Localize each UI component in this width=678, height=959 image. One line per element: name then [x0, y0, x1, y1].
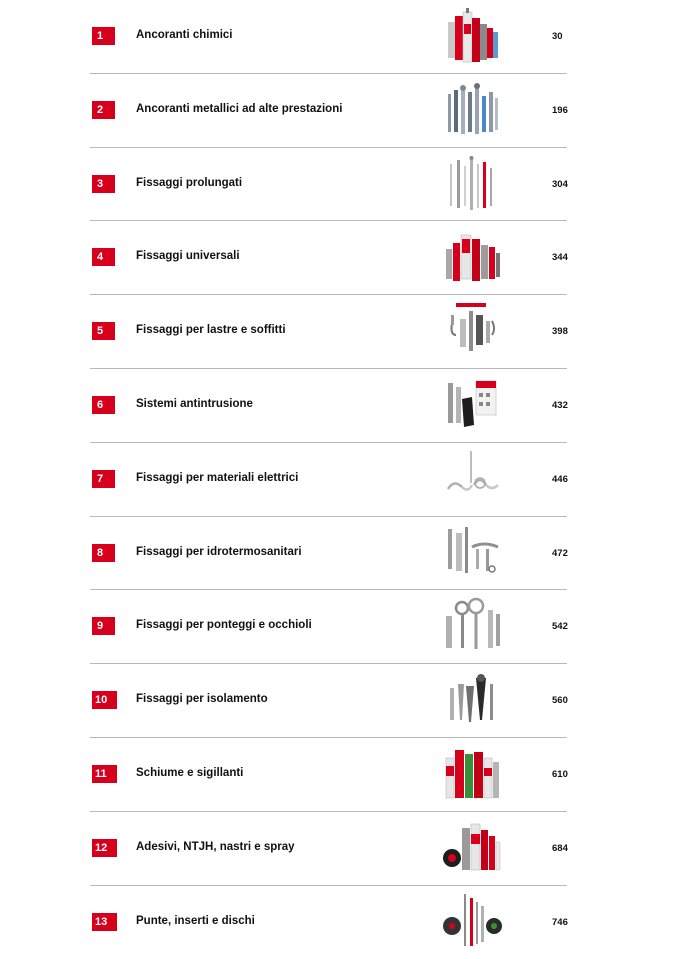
drills-discs-image	[440, 892, 504, 952]
table-of-contents	[90, 0, 567, 959]
toc-row[interactable]	[90, 812, 567, 886]
page-number: 746	[552, 916, 568, 928]
foams-sealants-image	[440, 744, 504, 804]
metal-anchors-image	[440, 80, 504, 140]
toc-row[interactable]	[90, 221, 567, 295]
chapter-title[interactable]: Sistemi antintrusione	[136, 397, 253, 410]
scaffold-eyebolts-image	[440, 596, 504, 656]
toc-row[interactable]	[90, 590, 567, 664]
adhesives-tapes-image	[440, 818, 504, 878]
page-number: 196	[552, 104, 568, 116]
toc-row[interactable]	[90, 517, 567, 591]
chapter-title[interactable]: Fissaggi universali	[136, 250, 240, 263]
page-number: 610	[552, 768, 568, 780]
toc-row[interactable]	[90, 295, 567, 369]
page-number: 472	[552, 547, 568, 559]
long-fixings-image	[440, 154, 504, 214]
chapter-title[interactable]: Fissaggi per lastre e soffitti	[136, 324, 286, 337]
toc-row[interactable]	[90, 74, 567, 148]
chapter-number-badge: 8	[92, 544, 115, 562]
chapter-number-badge: 4	[92, 248, 115, 266]
page-number: 30	[552, 31, 563, 42]
board-ceiling-fixings-image	[440, 301, 504, 361]
chapter-number-badge: 5	[92, 322, 115, 340]
chapter-title[interactable]: Adesivi, NTJH, nastri e spray	[136, 840, 295, 853]
chapter-number-badge: 10	[92, 691, 117, 709]
anti-intrusion-image	[440, 375, 504, 435]
chapter-number-badge: 6	[92, 396, 115, 414]
plumbing-fixings-image	[440, 523, 504, 583]
toc-row[interactable]	[90, 443, 567, 517]
page-number: 432	[552, 399, 568, 411]
chapter-title[interactable]: Fissaggi per materiali elettrici	[136, 471, 299, 484]
electrical-clips-image	[440, 449, 504, 509]
chapter-title[interactable]: Schiume e sigillanti	[136, 766, 244, 779]
chapter-title[interactable]: Ancoranti metallici ad alte prestazioni	[136, 102, 343, 115]
page-number: 344	[552, 252, 568, 264]
universal-plugs-image	[440, 227, 504, 287]
page-number: 542	[552, 621, 568, 633]
toc-row[interactable]	[90, 664, 567, 738]
chapter-title[interactable]: Ancoranti chimici	[136, 29, 233, 41]
toc-row[interactable]	[90, 0, 567, 74]
chapter-number-badge: 12	[92, 839, 117, 857]
chapter-title[interactable]: Punte, inserti e dischi	[136, 914, 255, 927]
toc-row[interactable]	[90, 148, 567, 222]
chapter-number-badge: 3	[92, 175, 115, 193]
toc-row[interactable]	[90, 369, 567, 443]
chapter-title[interactable]: Fissaggi per isolamento	[136, 693, 268, 706]
chapter-number-badge: 9	[92, 617, 115, 635]
page-number: 398	[552, 326, 568, 338]
insulation-fixings-image	[440, 670, 504, 730]
chapter-number-badge: 7	[92, 470, 115, 488]
page-number: 684	[552, 842, 568, 854]
page-number: 304	[552, 178, 568, 190]
chapter-title[interactable]: Fissaggi per ponteggi e occhioli	[136, 619, 312, 632]
toc-row[interactable]	[90, 738, 567, 812]
chapter-number-badge: 2	[92, 101, 115, 119]
chapter-number-badge: 1	[92, 27, 115, 45]
chemical-cartridges-image	[440, 6, 504, 66]
chapter-title[interactable]: Fissaggi prolungati	[136, 176, 243, 189]
chapter-number-badge: 11	[92, 765, 117, 783]
chapter-title[interactable]: Fissaggi per idrotermosanitari	[136, 545, 302, 558]
chapter-number-badge: 13	[92, 913, 117, 931]
page-number: 560	[552, 695, 568, 707]
page-number: 446	[552, 473, 568, 485]
toc-row[interactable]	[90, 886, 567, 959]
